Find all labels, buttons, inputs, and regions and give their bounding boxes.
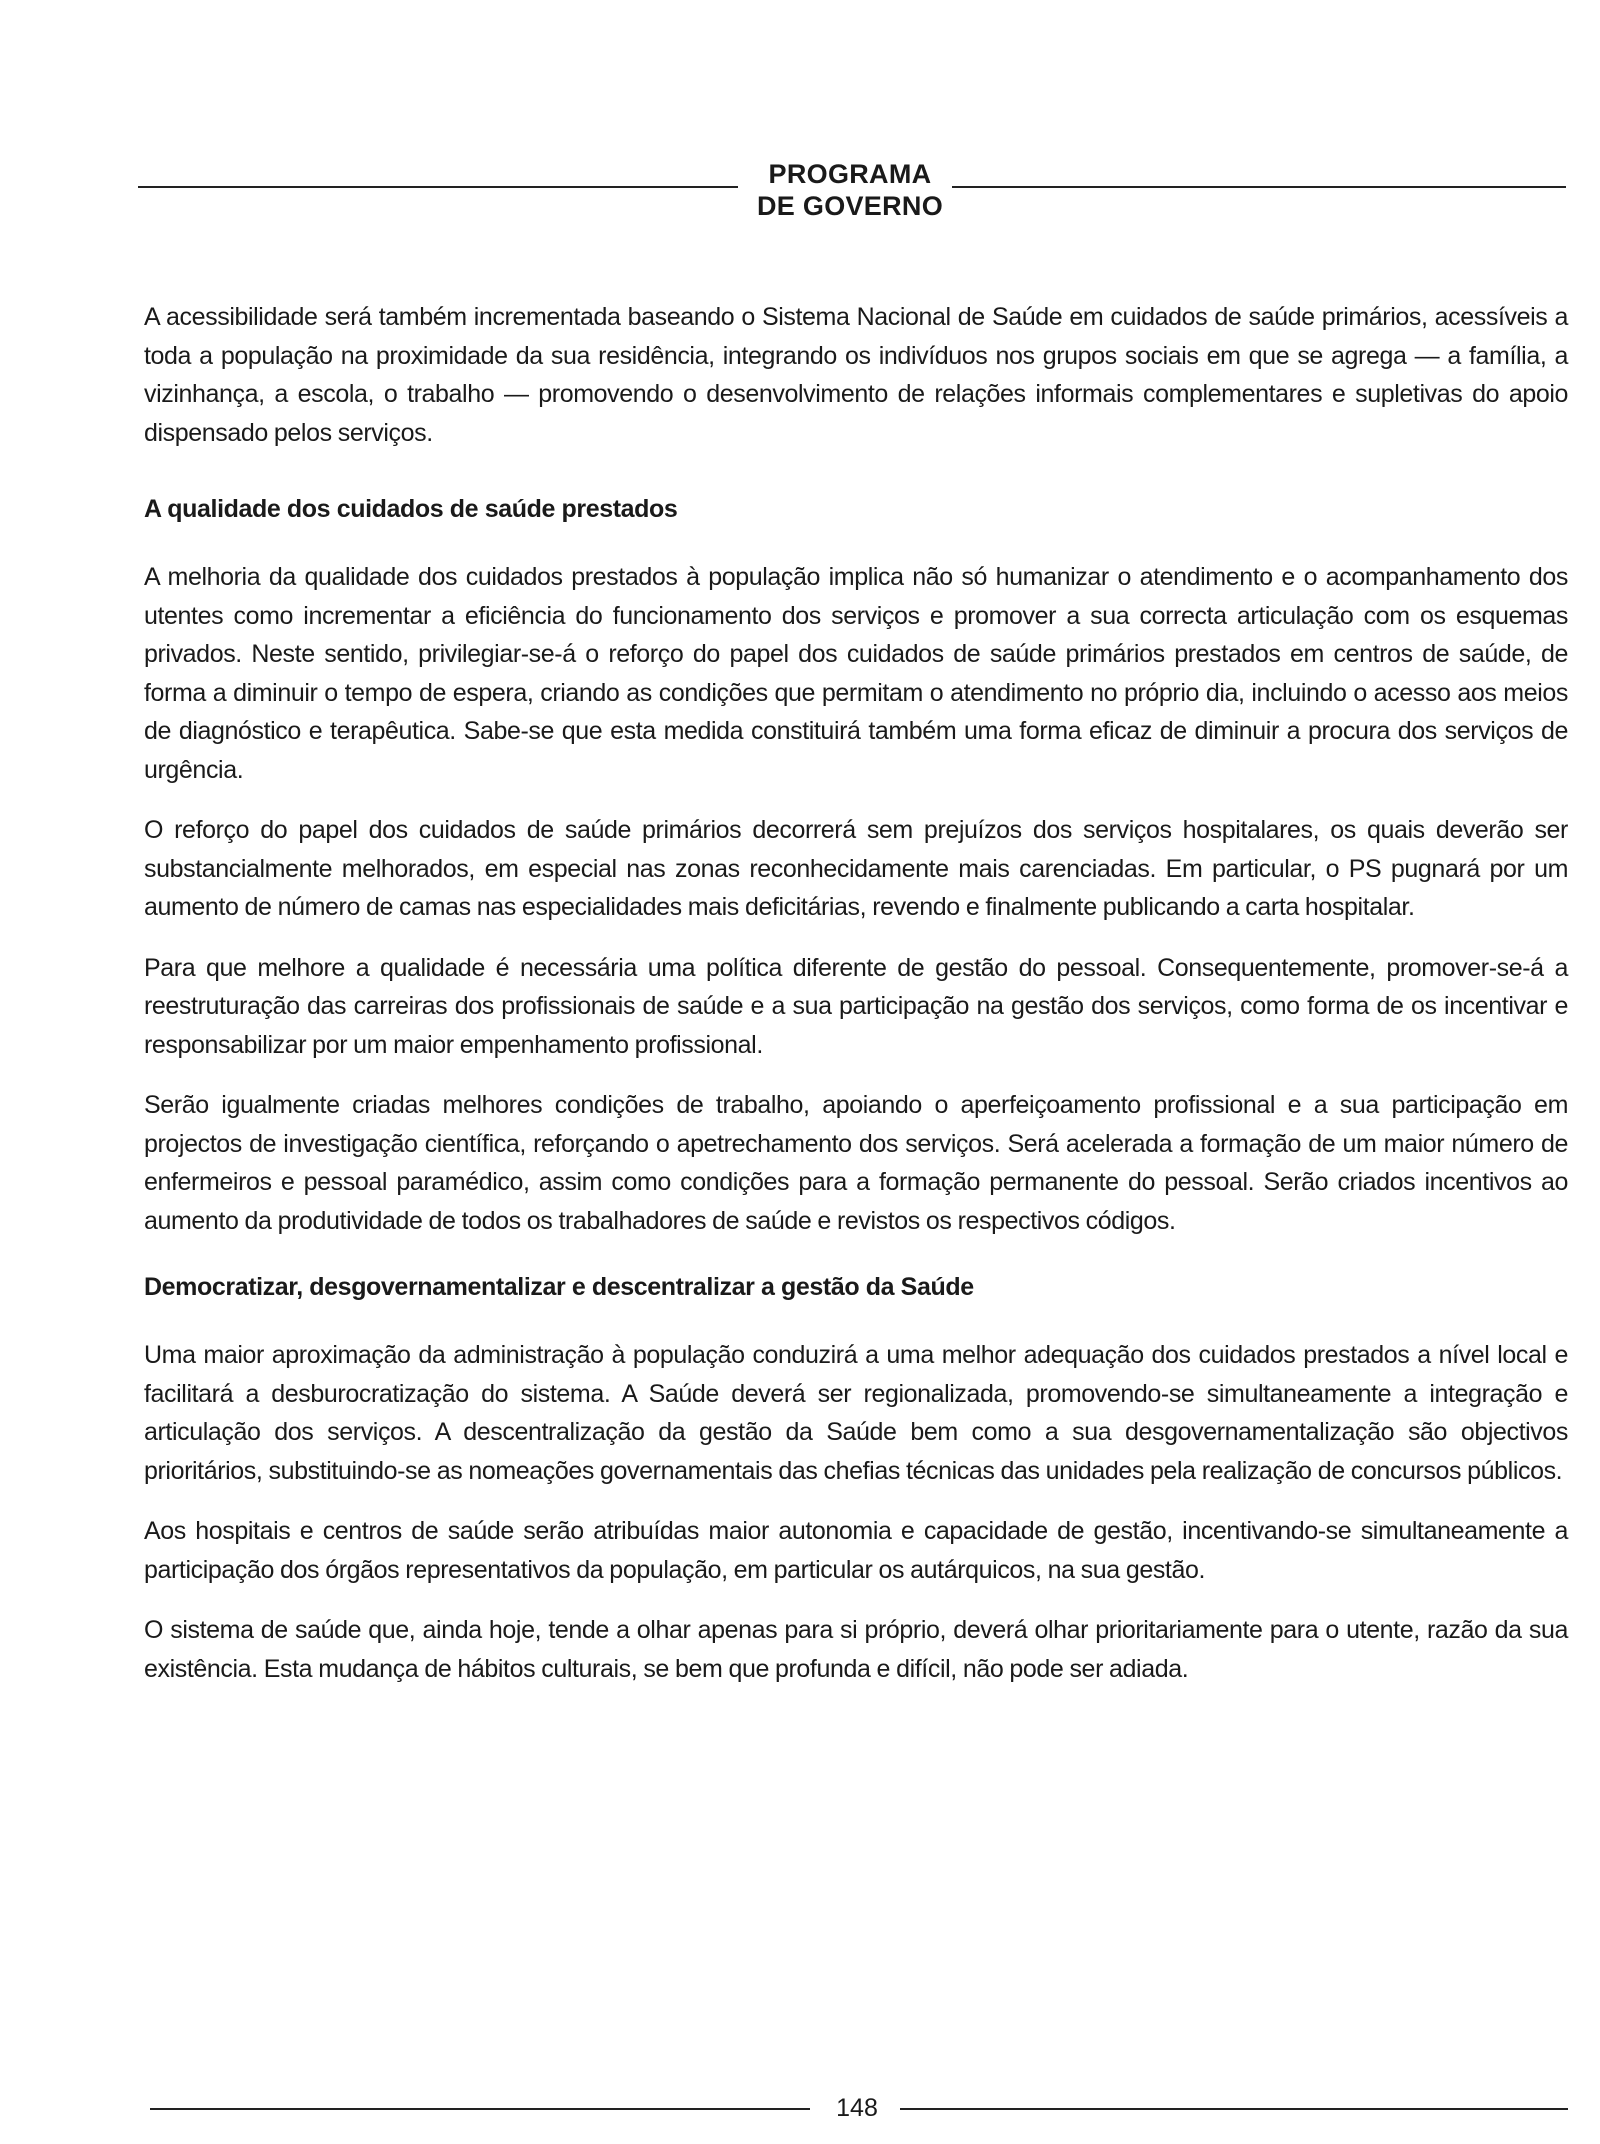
header-rule-left	[138, 186, 738, 188]
header-rule-right	[952, 186, 1566, 188]
section-heading-quality: A qualidade dos cuidados de saúde prestados	[144, 495, 678, 523]
paragraph-2: A melhoria da qualidade dos cuidados prestados à população implica não só humanizar o atendimento e o acompanhamento dos utentes como incrementar a eficiência do funcionamento dos serviços e promover a sua correcta articulação com os esquemas privados. Neste sentido, privilegiar-se-á o reforço do papel dos cuidados de saúde primários prestados em centros de saúde, de forma a diminuir o tempo de espera, criando as condições que permitam o atendimento no próprio dia, incluindo o acesso aos meios de diagnóstico e terapêutica. Sabe-se que esta medida constituirá também uma forma eficaz de diminuir a procura dos serviços de urgência.	[144, 563, 1568, 784]
section-heading-democratize: Democratizar, desgovernamentalizar e descentralizar a gestão da Saúde	[144, 1273, 974, 1301]
page-footer	[150, 2088, 1568, 2128]
paragraph-8: O sistema de saúde que, ainda hoje, tende a olhar apenas para si próprio, deverá olhar prioritariamente para o utente, razão da sua existência. Esta mudança de hábitos culturais, se bem que profunda e difícil, não pode ser adiada.	[144, 1616, 1568, 1683]
paragraph-4: Para que melhore a qualidade é necessária uma política diferente de gestão do pessoal. Consequentemente, promover-se-á a reestruturação das carreiras dos profissionais de saúde e a sua participação na gestão dos serviços, como forma de os incentivar e responsabilizar por um maior empenhamento profissional.	[144, 953, 1568, 1059]
header-title-line2: DE GOVERNO	[756, 191, 944, 221]
header-title	[750, 158, 950, 222]
paragraph-5: Serão igualmente criadas melhores condições de trabalho, apoiando o aperfeiçoamento profissional e a sua participação em projectos de investigação científica, reforçando o apetrechamento dos serviços. Será acelerada a formação de um maior número de enfermeiros e pessoal paramédico, assim como condições para a formação permanente do pessoal. Serão criados incentivos ao aumento da produtividade de todos os trabalhadores de saúde e revistos os respectivos códigos.	[144, 1091, 1568, 1235]
document-body	[144, 298, 1568, 1688]
header-title-line1: PROGRAMA	[768, 159, 932, 189]
footer-rule-left	[150, 2108, 810, 2110]
footer-rule-right	[900, 2108, 1568, 2110]
paragraph-7: Aos hospitais e centros de saúde serão atribuídas maior autonomia e capacidade de gestão, incentivando-se simultaneamente a participação dos órgãos representativos da população, em particular os autárquicos, na sua gestão.	[144, 1517, 1568, 1584]
page-header	[138, 158, 1566, 228]
paragraph-3: O reforço do papel dos cuidados de saúde primários decorrerá sem prejuízos dos serviços hospitalares, os quais deverão ser substancialmente melhorados, em especial nas zonas reconhecidamente mais carenciadas. Em particular, o PS pugnará por um aumento de número de camas nas especialidades mais deficitárias, revendo e finalmente publicando a carta hospitalar.	[144, 816, 1568, 921]
paragraph-1: A acessibilidade será também incrementada baseando o Sistema Nacional de Saúde em cuidados de saúde primários, acessíveis a toda a população na proximidade da sua residência, integrando os indivíduos nos grupos sociais em que se agrega — a família, a vizinhança, a escola, o trabalho — promovendo o desenvolvimento de relações informais complementares e supletivas do apoio dispensado pelos serviços.	[144, 303, 1568, 447]
page-number: 148	[836, 2094, 878, 2122]
paragraph-6: Uma maior aproximação da administração à população conduzirá a uma melhor adequação dos cuidados prestados a nível local e facilitará a desburocratização do sistema. A Saúde deverá ser regionalizada, promovendo-se simultaneamente a integração e articulação dos serviços. A descentralização da gestão da Saúde bem como a sua desgovernamentalização são objectivos prioritários, substituindo-se as nomeações governamentais das chefias técnicas das unidades pela realização de concursos públicos.	[144, 1341, 1568, 1485]
